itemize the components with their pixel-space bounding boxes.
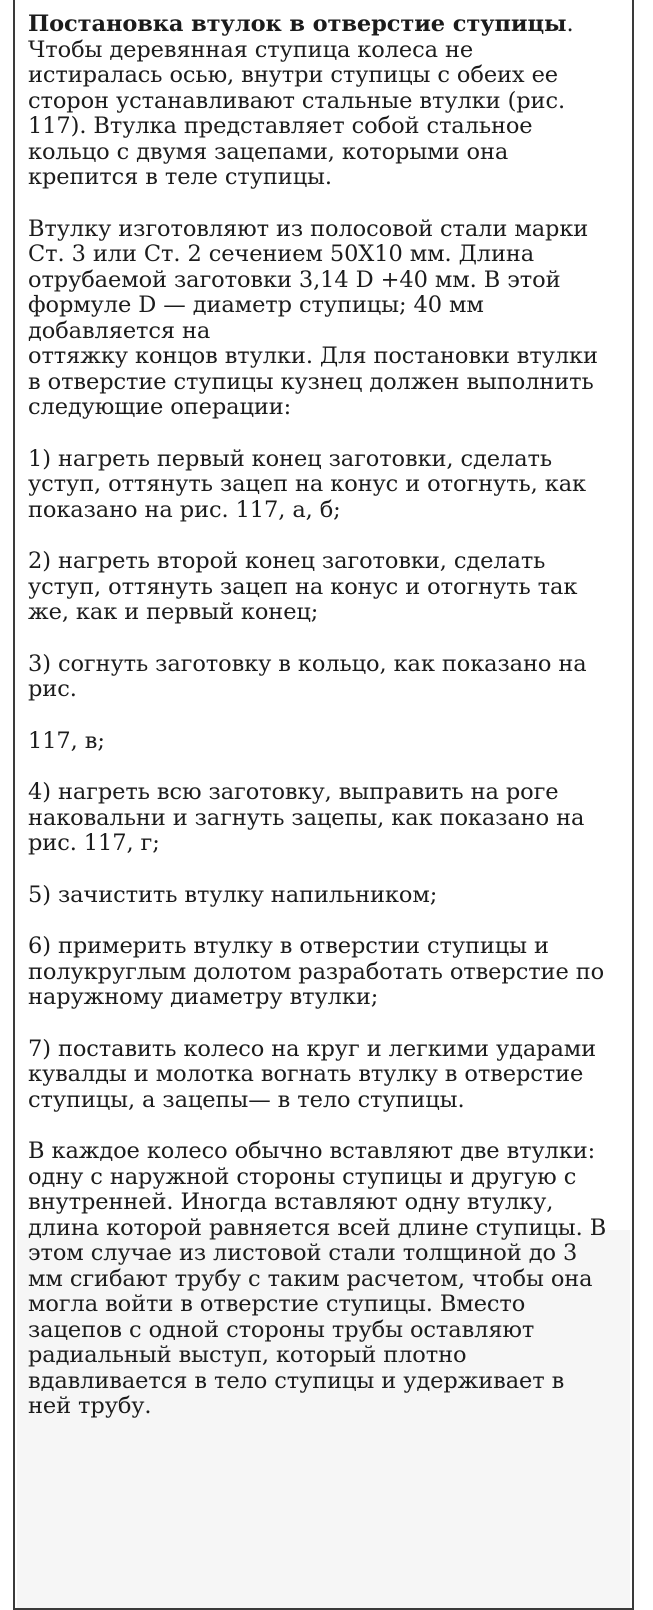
text-line: оттяжку концов втулки. Для постановки втулки	[28, 343, 598, 369]
text-line: вдавливается в тело ступицы и удерживает в	[28, 1367, 565, 1394]
document-frame	[13, 0, 634, 1610]
text-line: могла войти в отверстие ступицы. Вместо	[28, 1291, 526, 1317]
step-6	[28, 934, 626, 1011]
text-line: 117, в;	[28, 727, 105, 754]
text-line: уступ, оттянуть зацеп на конус и отогнуть, как	[28, 471, 586, 497]
text-line: 2) нагреть второй конец заготовки, сделать	[28, 548, 546, 574]
text-line: Чтобы деревянная ступица колеса не	[28, 36, 474, 63]
text-line: этом случае из листовой стали толщиной до 3	[28, 1240, 578, 1266]
paragraph-intro	[28, 12, 626, 191]
text-line: показано на рис. 117, а, б;	[28, 496, 341, 523]
text-line: 7) поставить колесо на круг и легкими ударами	[28, 1035, 597, 1062]
text-line: 6) примерить втулку в отверстии ступицы и	[28, 933, 549, 959]
text-line: длина которой равняется всей длине ступицы. В	[28, 1214, 607, 1241]
text-line: наружному диаметру втулки;	[28, 984, 379, 1010]
text-line: крепится в теле ступицы.	[28, 164, 332, 190]
text-line: кольцо с двумя зацепами, которыми она	[28, 138, 509, 165]
text-line: внутренней. Иногда вставляют одну втулку,	[28, 1189, 554, 1215]
text-line: уступ, оттянуть зацеп на конус и отогнуть так	[28, 573, 578, 600]
text-line: в отверстие ступицы кузнец должен выполнить	[28, 368, 594, 395]
paragraph-final	[28, 1139, 626, 1420]
step-2	[28, 549, 626, 626]
step-7	[28, 1037, 626, 1114]
text-line: 4) нагреть всю заготовку, выправить на роге	[28, 779, 559, 805]
step-5	[28, 883, 626, 909]
step-4	[28, 780, 626, 857]
paragraph-blank	[28, 217, 626, 421]
text-line: ступицы, а зацепы— в тело ступицы.	[28, 1086, 465, 1113]
text-line: добавляется на	[28, 317, 211, 344]
step-3-continued	[28, 729, 626, 755]
text-line: истиралась осью, внутри ступицы с обеих ее	[28, 62, 558, 88]
text-line: одну с наружной стороны ступицы и другую с	[28, 1163, 577, 1190]
text-line: рис.	[28, 676, 77, 702]
text-line: наковальни и загнуть зацепы, как показано на	[28, 804, 585, 831]
text-line: следующие операции:	[28, 394, 292, 420]
text-line: кувалды и молотка вогнать втулку в отверстие	[28, 1061, 584, 1087]
text-line: зацепов с одной стороны трубы оставляют	[28, 1316, 535, 1343]
text-line: формуле D — диаметр ступицы; 40 мм	[28, 292, 484, 318]
text-line	[28, 12, 626, 38]
text-line: рис. 117, г;	[28, 830, 160, 856]
step-3	[28, 652, 626, 703]
step-1	[28, 447, 626, 524]
title-period: .	[566, 11, 574, 37]
text-line: отрубаемой заготовки 3,14 D +40 мм. В этой	[28, 266, 561, 293]
text-line: 117). Втулка представляет собой стальное	[28, 113, 533, 139]
text-line: 1) нагреть первый конец заготовки, сделать	[28, 445, 553, 472]
text-line: Втулку изготовляют из полосовой стали марки	[28, 215, 589, 242]
text-line: радиальный выступ, который плотно	[28, 1342, 467, 1368]
text-line: Ст. 3 или Ст. 2 сечением 50Х10 мм. Длина	[28, 241, 535, 267]
text-line: В каждое колесо обычно вставляют две втулки:	[28, 1138, 596, 1164]
text-line: же, как и первый конец;	[28, 599, 319, 625]
text-line: сторон устанавливают стальные втулки (рис.	[28, 87, 565, 114]
article-body	[28, 12, 626, 1446]
text-line: ней трубу.	[28, 1393, 152, 1419]
text-line: мм сгибают трубу с таким расчетом, чтобы она	[28, 1265, 593, 1292]
text-line: 3) согнуть заготовку в кольцо, как показано на	[28, 650, 587, 677]
text-line: 5) зачистить втулку напильником;	[28, 881, 438, 908]
text-line: полукруглым долотом разработать отверстие по	[28, 958, 605, 985]
article-title: Постановка втулок в отверстие ступицы	[28, 11, 567, 37]
